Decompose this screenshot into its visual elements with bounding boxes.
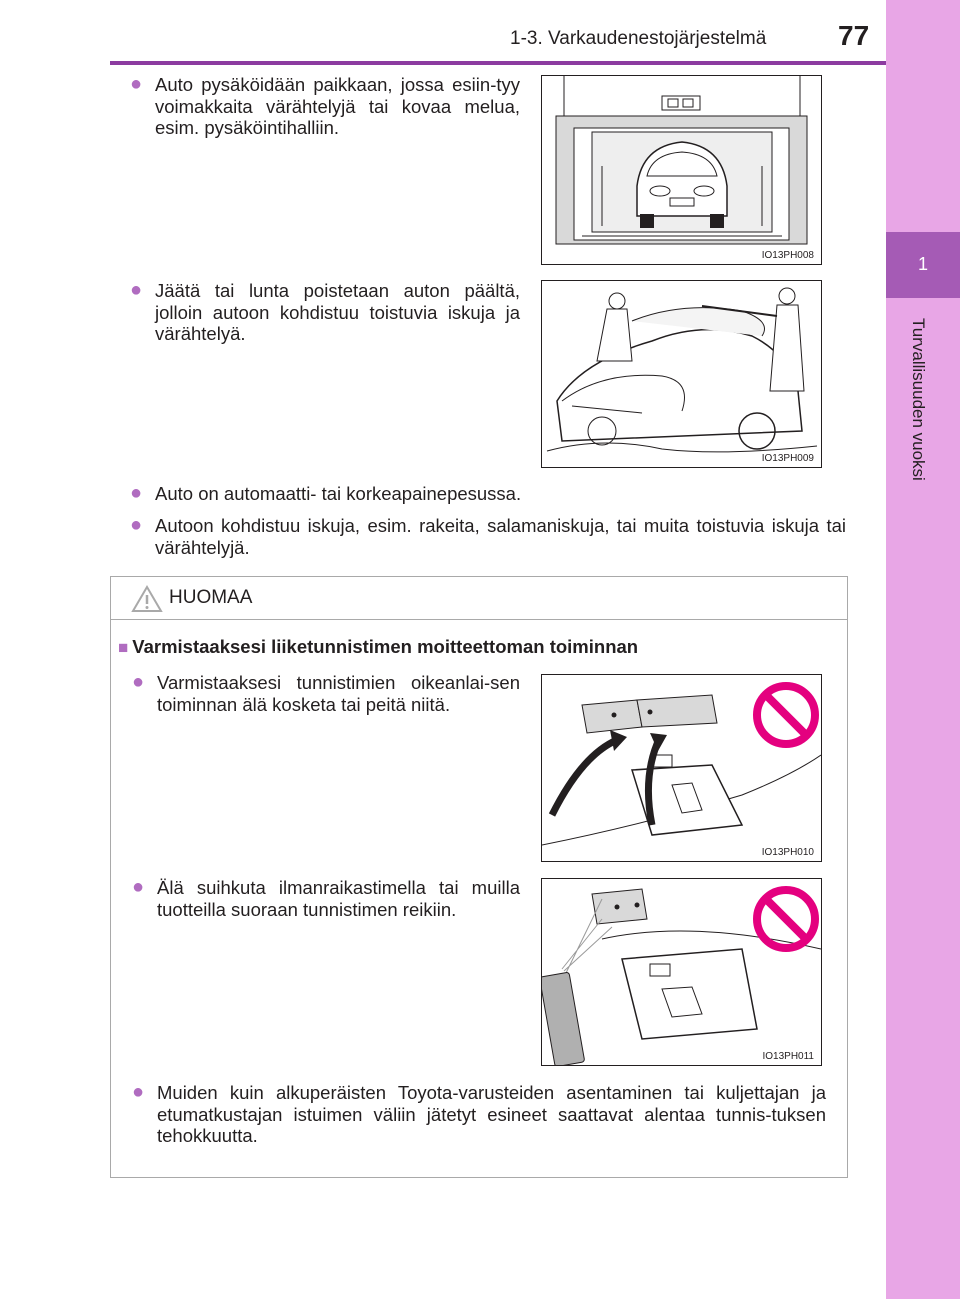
bullet-icon: ● [130, 73, 143, 95]
square-bullet-icon: ■ [118, 638, 129, 657]
bullet-text: Älä suihkuta ilmanraikastimella tai muilla tuotteilla suoraan tunnistimen reikiin. [157, 877, 520, 920]
figure-no-spray [541, 878, 822, 1066]
bullet-icon: ● [132, 1081, 145, 1103]
no-spray-illustration [542, 879, 821, 1065]
side-strip [886, 0, 960, 1299]
chapter-number: 1 [917, 254, 928, 274]
notice-divider [111, 619, 847, 620]
bullet-text: Auto on automaatti- tai korkeapainepesussa. [155, 483, 522, 504]
notice-bullet [132, 877, 520, 920]
bullet-item [130, 483, 850, 505]
bullet-item [130, 515, 846, 558]
figure-snow-removal [541, 280, 822, 468]
bullet-item [130, 74, 520, 139]
notice-bullet [132, 1082, 826, 1147]
chapter-tab[interactable] [886, 232, 960, 298]
figure-sensor-touch [541, 674, 822, 862]
parking-garage-illustration [542, 76, 821, 264]
section-title: 1-3. Varkaudenestojärjestelmä [510, 28, 767, 49]
header-rule [110, 61, 886, 65]
section-heading [118, 636, 638, 658]
bullet-icon: ● [132, 671, 145, 693]
bullet-icon: ● [130, 514, 143, 536]
figure-label: IO13PH010 [761, 847, 814, 858]
section-heading-text: Varmistaaksesi liiketunnistimen moitteettoman toiminnan [132, 636, 639, 657]
bullet-text: Autoon kohdistuu iskuja, esim. rakeita, salamaniskuja, tai muita toistuvia iskuja tai värähtelyjä. [155, 515, 846, 558]
bullet-text: Muiden kuin alkuperäisten Toyota-varusteiden asentaminen tai kuljettajan ja etumatkustajan istuimen väliin jätetyt esineet saattavat alentaa tunnis-tuksen tehokkuutta. [157, 1082, 826, 1146]
sensor-touch-illustration [542, 675, 821, 861]
page-number: 77 [838, 20, 870, 51]
bullet-icon: ● [130, 279, 143, 301]
figure-label: IO13PH008 [761, 250, 814, 261]
bullet-icon: ● [130, 482, 143, 504]
notice-bullet [132, 672, 520, 715]
bullet-text: Auto pysäköidään paikkaan, jossa esiin-tyy voimakkaita värähtelyjä tai kovaa melua, esim. pysäköintihalliin. [155, 74, 520, 138]
snow-removal-illustration [542, 281, 821, 467]
figure-parking-garage [541, 75, 822, 265]
figure-label: IO13PH011 [762, 1051, 814, 1062]
bullet-text: Varmistaaksesi tunnistimien oikeanlai-sen toiminnan älä kosketa tai peitä niitä. [157, 672, 520, 715]
bullet-text: Jäätä tai lunta poistetaan auton päältä, jolloin autoon kohdistuu toistuvia iskuja ja värähtelyä. [155, 280, 520, 344]
chapter-title: Turvallisuuden vuoksi [909, 318, 928, 481]
figure-label: IO13PH009 [761, 453, 814, 464]
bullet-icon: ● [132, 876, 145, 898]
warning-triangle-icon [131, 585, 163, 613]
notice-title: HUOMAA [169, 587, 253, 608]
bullet-item [130, 280, 520, 345]
